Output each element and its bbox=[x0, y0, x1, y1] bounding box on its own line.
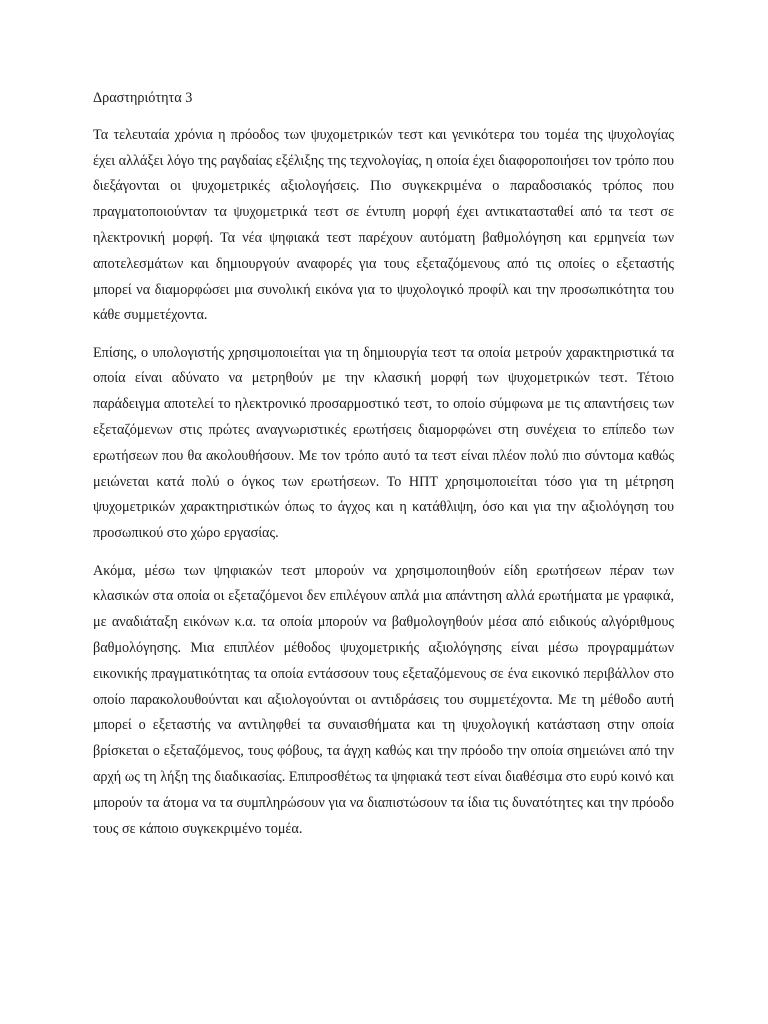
paragraph-technology-change: Τα τελευταία χρόνια η πρόοδος των ψυχομετρικών τεστ και γενικότερα του τομέα της ψυχολογίας έχει αλλάξει λόγο της ραγδαίας εξέλιξης της τεχνολογίας, η οποία έχει διαφοροποιήσει τον τρόπο που διεξάγονται οι ψυχομετρικές αξιολογήσεις. Πιο συγκεκριμένα ο παραδοσιακός τρόπος που πραγματοποιούνταν τα ψυχομετρικά τεστ σε έντυπη μορφή έχει αντικατασταθεί από τα τεστ σε ηλεκτρονική μορφή. Τα νέα ψηφιακά τεστ παρέχουν αυτόματη βαθμολόγηση και ερμηνεία των αποτελεσμάτων και δημιουργούν αναφορές για τους εξεταζόμενους από τις οποίες ο εξεταστής μπορεί να διαμορφώσει μια συνολική εικόνα για το ψυχολογικό προφίλ και την προσωπικότητα του κάθε συμμετέχοντα. bbox=[93, 126, 674, 324]
paragraph-adaptive-tests: Επίσης, ο υπολογιστής χρησιμοποιείται για τη δημιουργία τεστ τα οποία μετρούν χαρακτηριστικά τα οποία είναι αδύνατο να μετρηθούν με την κλασική μορφή των ψυχομετρικών τεστ. Τέτοιο παράδειγμα αποτελεί το ηλεκτρονικό προσαρμοστικό τεστ, το οποίο σύμφωνα με τις απαντήσεις των εξεταζόμενων στις πρώτες αναγνωριστικές ερωτήσεις διαμορφώνει στη συνέχεια το επίπεδο των ερωτήσεων που θα ακολουθήσουν. Με τον τρόπο αυτό τα τεστ είναι πλέον πολύ πιο σύντομα καθώς μειώνεται κατά πολύ ο όγκος των ερωτήσεων. Το ΗΠΤ χρησιμοποιείται τόσο για τη μέτρηση ψυχομετρικών χαρακτηριστικών όπως το άγχος και η κατάθλιψη, όσο και για την αξιολόγηση του προσωπικού στο χώρο εργασίας. bbox=[93, 344, 674, 542]
activity-heading: Δραστηριότητα 3 bbox=[93, 90, 193, 106]
document-page bbox=[93, 86, 674, 854]
paragraph-digital-question-types: Ακόμα, μέσω των ψηφιακών τεστ μπορούν να χρησιμοποιηθούν είδη ερωτήσεων πέραν των κλασικών στα οποία οι εξεταζόμενοι δεν επιλέγουν απλά μια απάντηση αλλά ερωτήματα με γραφικά, με αναδιάταξη εικόνων κ.α. τα οποία μπορούν να βαθμολογηθούν μέσα από ειδικούς αλγόριθμους βαθμολόγησης. Μια επιπλέον μέθοδος ψυχομετρικής αξιολόγησης είναι μέσω προγραμμάτων εικονικής πραγματικότητας τα οποία εντάσσουν τους εξεταζόμενους σε ένα εικονικό περιβάλλον στο οποίο παρακολουθούνται και αξιολογούνται οι αντιδράσεις του συμμετέχοντα. Με τη μέθοδο αυτή μπορεί ο εξεταστής να αντιληφθεί τα συναισθήματα και τη ψυχολογική κατάσταση στην οποία βρίσκεται ο εξεταζόμενος, τους φόβους, τα άγχη καθώς και την πρόοδο την οποία σημειώνει από την αρχή ως τη λήξη της διαδικασίας. Επιπροσθέτως τα ψηφιακά τεστ είναι διαθέσιμα στο ευρύ κοινό και μπορούν τα άτομα να τα συμπληρώσουν για να διαπιστώσουν τα ίδια τις δυνατότητες και την πρόοδο τους σε κάποιο συγκεκριμένο τομέα. bbox=[93, 562, 674, 837]
